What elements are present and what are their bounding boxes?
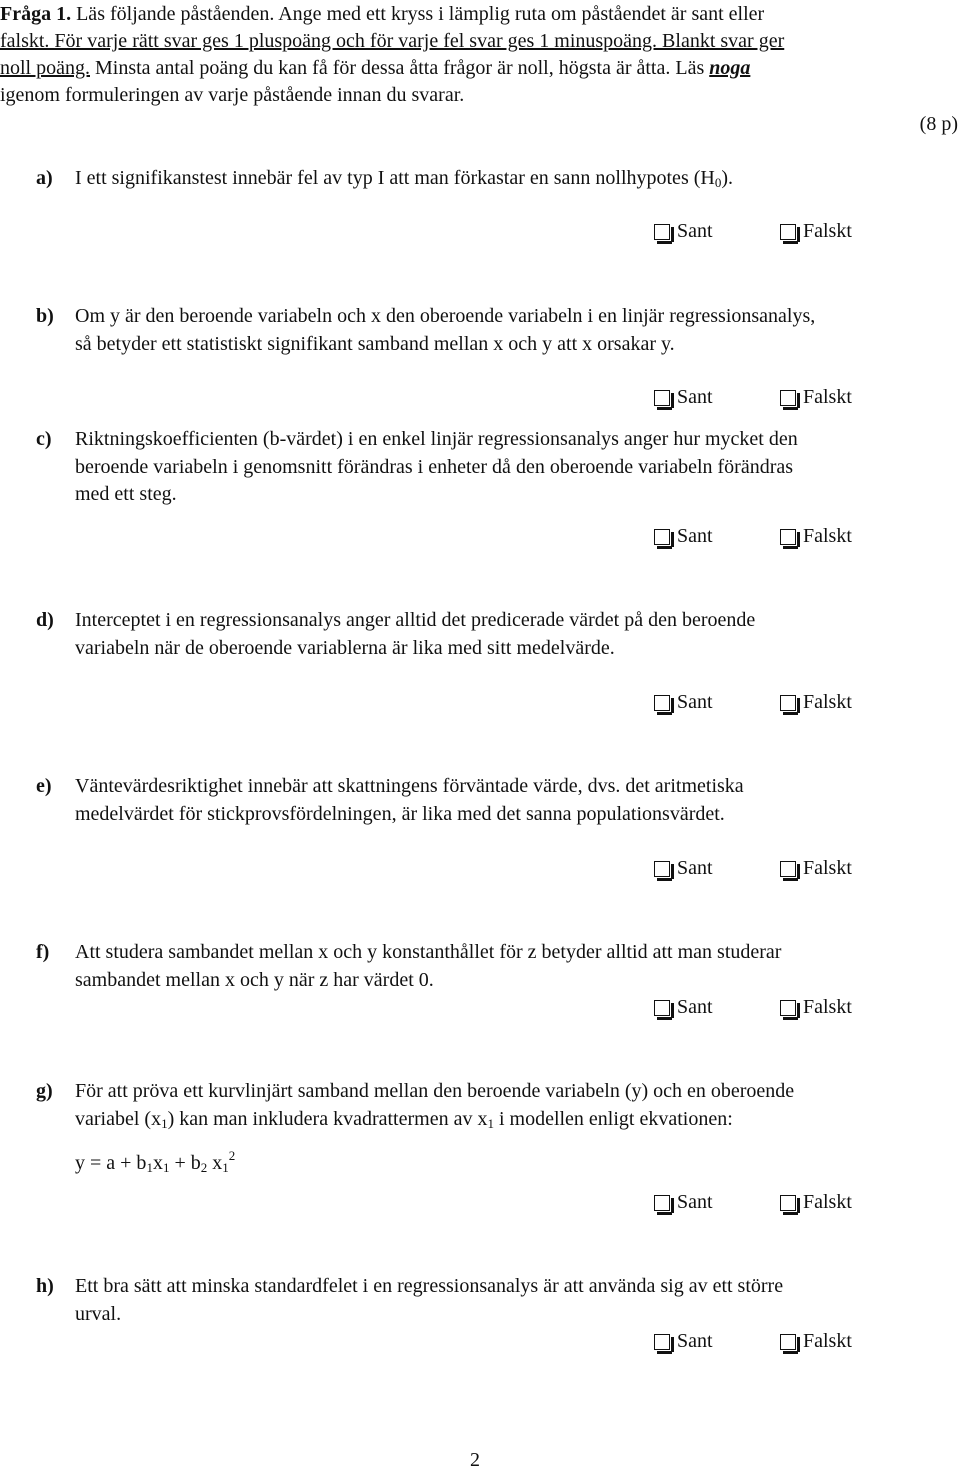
answer-choices-f xyxy=(652,994,882,1021)
checkbox-icon xyxy=(654,861,670,877)
checkbox-icon xyxy=(654,224,670,240)
question-text: variabeln när de oberoende variablerna är lika med sitt medelvärde. xyxy=(75,637,615,659)
checkbox-sant-b[interactable]: Sant xyxy=(654,384,713,411)
checkbox-falskt-c[interactable]: Falskt xyxy=(780,523,852,550)
checkbox-icon xyxy=(780,390,796,406)
checkbox-sant-g[interactable]: Sant xyxy=(654,1189,713,1216)
checkbox-icon xyxy=(654,529,670,545)
question-text: urval. xyxy=(75,1303,122,1325)
checkbox-icon xyxy=(780,1000,796,1016)
checkbox-falskt-e[interactable]: Falskt xyxy=(780,855,852,882)
checkbox-icon xyxy=(654,1334,670,1350)
checkbox-icon xyxy=(780,529,796,545)
checkbox-icon xyxy=(780,224,796,240)
checkbox-icon xyxy=(654,390,670,406)
checkbox-sant-c[interactable]: Sant xyxy=(654,523,713,550)
answer-choices-d xyxy=(652,689,882,716)
checkbox-sant-e[interactable]: Sant xyxy=(654,855,713,882)
question-text: Ett bra sätt att minska standardfelet i en regressionsanalys är att använda sig av ett större xyxy=(75,1275,784,1297)
points-label: (8 p) xyxy=(919,113,958,135)
question-letter: e) xyxy=(36,775,52,797)
checkbox-sant-f[interactable]: Sant xyxy=(654,994,713,1021)
checkbox-falskt-a[interactable]: Falskt xyxy=(780,218,852,245)
question-text: Interceptet i en regressionsanalys anger alltid det predicerade värdet på den beroende xyxy=(75,609,756,631)
regression-equation: $y = a + b_1x_1 + b_2$ $x_1^2$ xyxy=(75,1148,236,1175)
checkbox-icon xyxy=(654,695,670,711)
checkbox-sant-h[interactable]: Sant xyxy=(654,1328,713,1355)
instructions-line-2: falskt. För varje rätt svar ges 1 pluspoäng och för varje fel svar ges 1 minuspoäng. Blankt svar ger xyxy=(0,30,785,52)
question-text: sambandet mellan x och y när z har värdet 0. xyxy=(75,969,434,991)
question-text: variabel $(x_1)$ kan man inkludera kvadrattermen av $x_1$ i modellen enligt ekvationen: xyxy=(75,1108,733,1131)
question-letter: d) xyxy=(36,609,54,631)
question-heading: Fråga 1. xyxy=(0,3,72,25)
checkbox-falskt-h[interactable]: Falskt xyxy=(780,1328,852,1355)
question-text: så betyder ett statistiskt signifikant samband mellan x och y att x orsakar y. xyxy=(75,333,675,355)
checkbox-sant-a[interactable]: Sant xyxy=(654,218,713,245)
question-text: Riktningskoefficienten (b-värdet) i en enkel linjär regressionsanalys anger hur mycket den xyxy=(75,428,798,450)
checkbox-falskt-f[interactable]: Falskt xyxy=(780,994,852,1021)
answer-choices-a xyxy=(652,218,882,245)
answer-choices-c xyxy=(652,523,882,550)
answer-choices-h xyxy=(652,1328,882,1355)
checkbox-icon xyxy=(780,1334,796,1350)
answer-choices-g xyxy=(652,1189,882,1216)
question-text: med ett steg. xyxy=(75,483,177,505)
question-letter: f) xyxy=(36,941,50,963)
question-text: Om y är den beroende variabeln och x den oberoende variabeln i en linjär regressionsanalys, xyxy=(75,305,816,327)
instructions-line-3: noll poäng. Minsta antal poäng du kan få för dessa åtta frågor är noll, högsta är åtta. Läs noga xyxy=(0,57,751,79)
checkbox-icon xyxy=(780,695,796,711)
question-text: I ett signifikanstest innebär fel av typ I att man förkastar en sann nollhypotes $(H_0)$. xyxy=(75,167,733,190)
checkbox-icon xyxy=(780,1195,796,1211)
checkbox-sant-d[interactable]: Sant xyxy=(654,689,713,716)
instructions-line-1: Fråga 1. Läs följande påståenden. Ange med ett kryss i lämplig ruta om påståendet är sant eller xyxy=(0,3,765,25)
page-number: 2 xyxy=(470,1449,480,1469)
answer-choices-b xyxy=(652,384,882,411)
question-letter: h) xyxy=(36,1275,54,1297)
checkbox-falskt-g[interactable]: Falskt xyxy=(780,1189,852,1216)
instructions-line-4: igenom formuleringen av varje påstående innan du svarar. xyxy=(0,84,465,106)
question-letter: a) xyxy=(36,167,53,189)
question-text: För att pröva ett kurvlinjärt samband mellan den beroende variabeln (y) och en oberoende xyxy=(75,1080,795,1102)
question-letter: g) xyxy=(36,1080,53,1102)
answer-choices-e xyxy=(652,855,882,882)
question-text: medelvärdet för stickprovsfördelningen, är lika med det sanna populationsvärdet. xyxy=(75,803,725,825)
question-letter: b) xyxy=(36,305,54,327)
checkbox-icon xyxy=(654,1195,670,1211)
checkbox-falskt-b[interactable]: Falskt xyxy=(780,384,852,411)
question-letter: c) xyxy=(36,428,52,450)
checkbox-icon xyxy=(780,861,796,877)
question-text: Väntevärdesriktighet innebär att skattningens förväntade värde, dvs. det aritmetiska xyxy=(75,775,744,797)
question-text: beroende variabeln i genomsnitt förändras i enheter då den oberoende variabeln förändras xyxy=(75,456,794,478)
question-text: Att studera sambandet mellan x och y konstanthållet för z betyder alltid att man studerar xyxy=(75,941,782,963)
checkbox-icon xyxy=(654,1000,670,1016)
checkbox-falskt-d[interactable]: Falskt xyxy=(780,689,852,716)
